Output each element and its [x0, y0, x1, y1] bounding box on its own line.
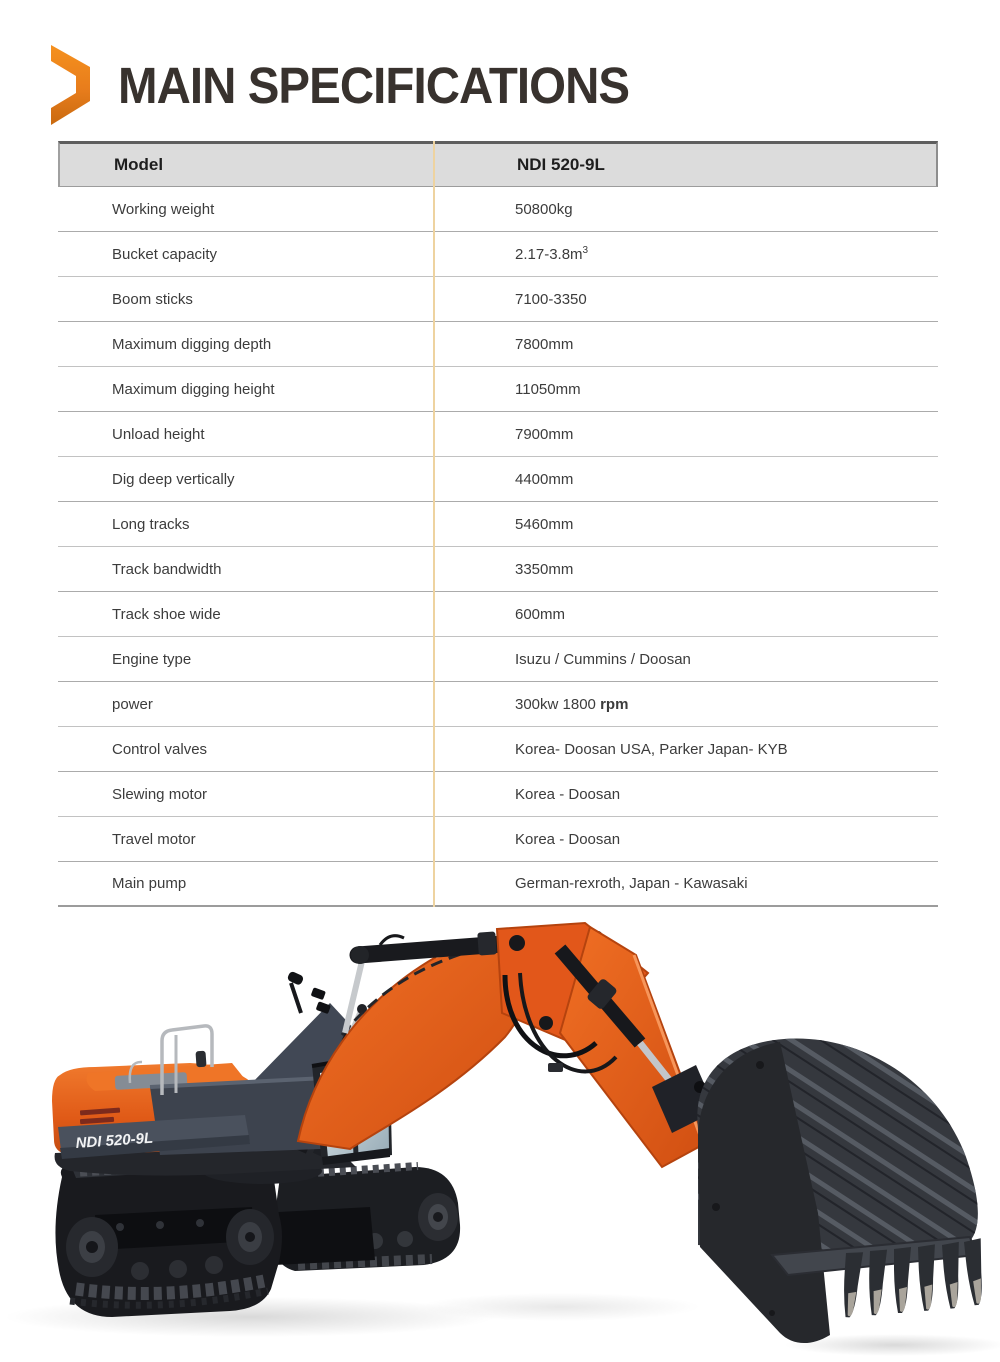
spec-header-model: Model [114, 155, 164, 174]
excavator-illustration [0, 915, 1000, 1357]
column-divider [433, 141, 435, 907]
chevron-right-icon [44, 42, 106, 128]
spec-value: 7900mm [515, 425, 574, 443]
arm [560, 927, 706, 1167]
spec-row [58, 727, 938, 772]
spec-value: 11050mm [515, 380, 581, 398]
spec-row [58, 187, 938, 232]
spec-row [58, 682, 938, 727]
spec-label: Maximum digging height [112, 380, 275, 398]
spec-value: 5460mm [515, 515, 574, 533]
spec-row [58, 592, 938, 637]
spec-value: Korea - Doosan [515, 785, 621, 803]
spec-label: Track bandwidth [112, 560, 222, 578]
spec-label: Working weight [112, 200, 215, 218]
spec-value: 7100-3350 [515, 290, 587, 308]
spec-label: Travel motor [112, 830, 196, 848]
excavator-photo [0, 915, 1000, 1357]
spec-row [58, 232, 938, 277]
spec-value: 4400mm [515, 470, 574, 488]
machine-model-decal: NDI 520-9L [75, 1129, 154, 1152]
spec-label: Slewing motor [112, 785, 208, 803]
spec-label: Main pump [112, 875, 187, 892]
spec-label: Dig deep vertically [112, 470, 235, 488]
spec-value: 300kw 1800 rpm [515, 695, 629, 713]
spec-rows [58, 187, 938, 907]
spec-label: Bucket capacity [112, 245, 218, 263]
spec-label: Track shoe wide [112, 605, 221, 623]
spec-value: German-rexroth, Japan - Kawasaki [515, 875, 748, 892]
spec-label: Boom sticks [112, 290, 193, 308]
spec-row [58, 547, 938, 592]
spec-row [58, 502, 938, 547]
spec-row [58, 772, 938, 817]
spec-label: Control valves [112, 740, 208, 758]
spec-label: Long tracks [112, 515, 190, 533]
spec-value: 50800kg [515, 200, 573, 218]
spec-row [58, 412, 938, 457]
spec-label: Engine type [112, 650, 192, 668]
spec-label: Unload height [112, 425, 205, 443]
spec-row [58, 862, 938, 907]
spec-table-header-row [58, 141, 938, 187]
spec-value: $2.17-3.8m^3$ [515, 244, 589, 263]
spec-row [58, 322, 938, 367]
spec-value: Korea - Doosan [515, 830, 621, 848]
spec-row [58, 817, 938, 862]
spec-value: Isuzu / Cummins / Doosan [515, 650, 691, 668]
spec-value: 3350mm [515, 560, 574, 578]
page-header [44, 42, 668, 128]
spec-table [58, 141, 938, 907]
spec-header-model-value: NDI 520-9L [517, 155, 605, 174]
spec-value: 600mm [515, 605, 566, 623]
spec-value: Korea- Doosan USA, Parker Japan- KYB [515, 740, 788, 758]
spec-row [58, 637, 938, 682]
spec-row [58, 367, 938, 412]
spec-value: 7800mm [515, 335, 574, 353]
page-title: MAIN SPECIFICATIONS [118, 56, 630, 114]
spec-row [58, 457, 938, 502]
spec-label: Maximum digging depth [112, 335, 272, 353]
spec-row [58, 277, 938, 322]
spec-label: power [112, 695, 153, 713]
